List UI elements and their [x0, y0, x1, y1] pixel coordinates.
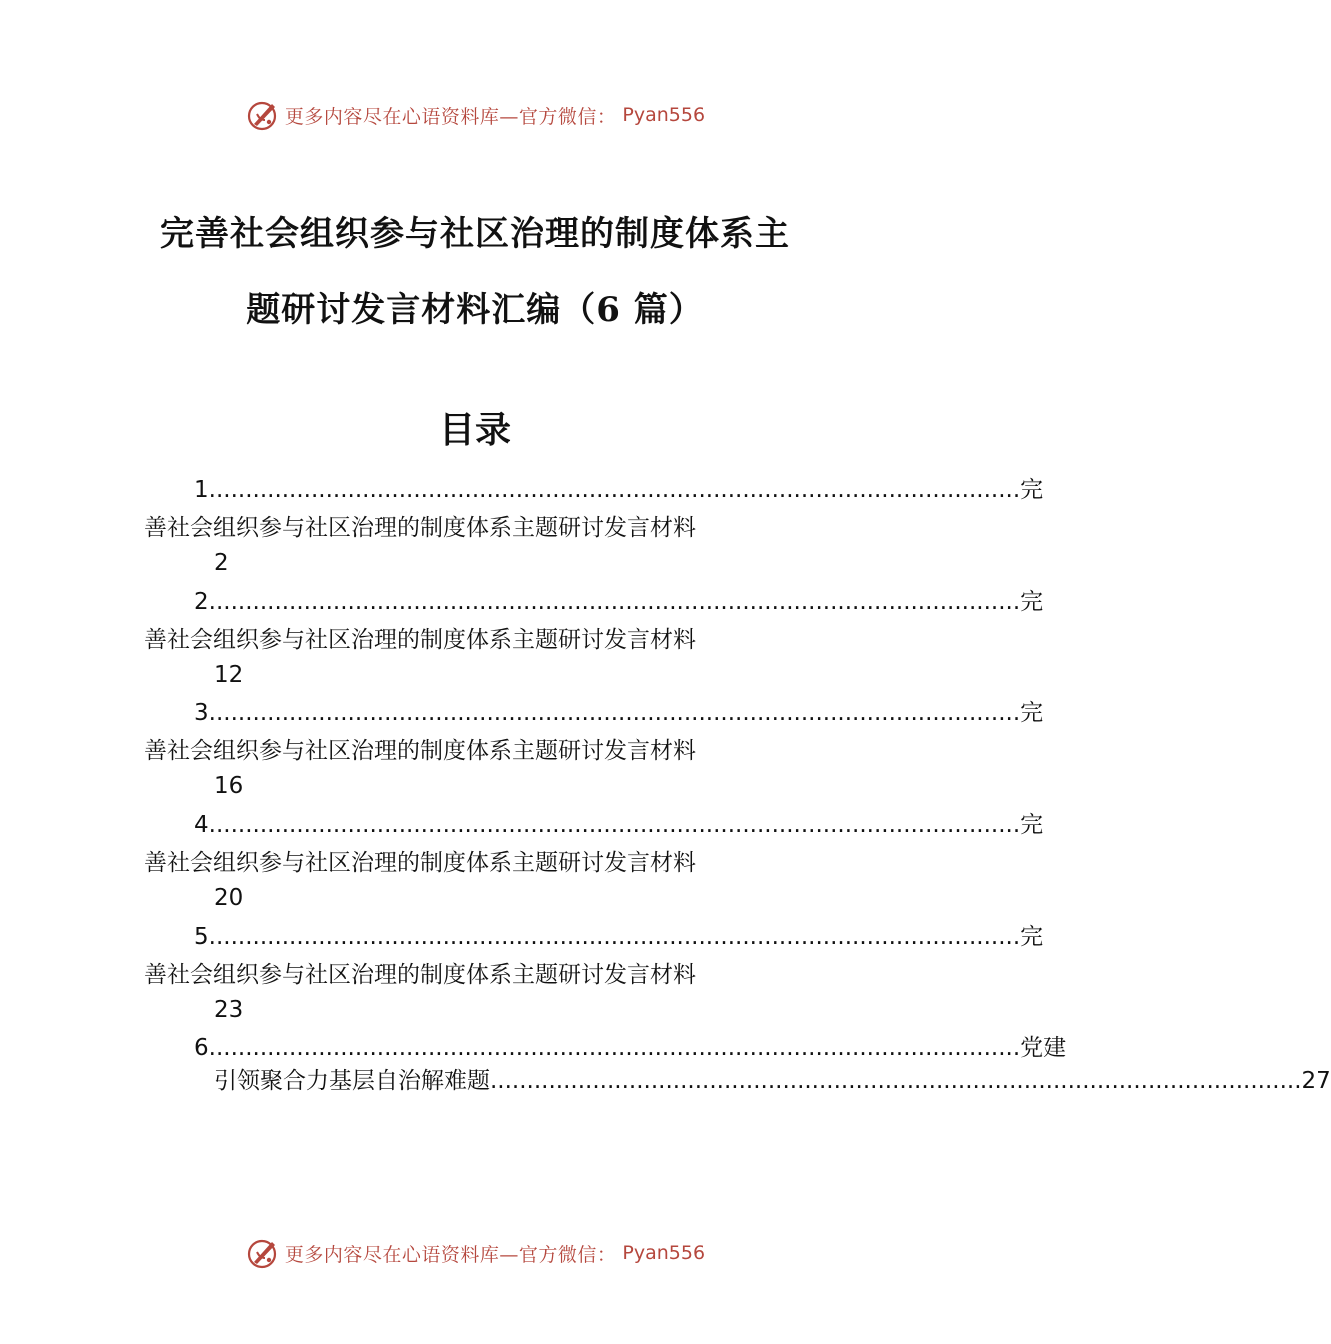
dot-leader: ............................................................................................................... — [490, 1068, 1302, 1094]
toc-heading: 目录 — [438, 409, 511, 451]
toc-entry-5-page: 23 — [214, 997, 244, 1023]
dot-leader: ............................................................................................................... — [208, 589, 1021, 615]
document-title-line1: 完善社会组织参与社区治理的制度体系主 — [160, 214, 790, 254]
toc-entry-number: 1 — [194, 477, 209, 503]
toc-entry-number: 3 — [194, 700, 209, 726]
toc-entry-6-title-line[interactable] — [214, 1066, 1331, 1096]
toc-entry-number: 5 — [194, 924, 209, 950]
toc-entry-number: 4 — [194, 812, 209, 838]
pen-seal-logo-icon — [245, 98, 279, 132]
dot-leader: ............................................................................................................... — [208, 700, 1021, 726]
dot-leader: ............................................................................................................... — [208, 924, 1021, 950]
dot-leader: ............................................................................................................... — [208, 477, 1021, 503]
toc-entry-2-page: 12 — [214, 662, 244, 688]
toc-entry-1-page: 2 — [214, 550, 229, 576]
header-wechat-id: Pyan556 — [622, 104, 706, 126]
toc-entry-number: 6 — [194, 1035, 209, 1061]
toc-entry-3-leader-line[interactable] — [194, 698, 1044, 728]
header-banner — [0, 95, 950, 135]
toc-entry-lead-char: 完 — [1020, 812, 1044, 838]
toc-entry-6-leader-line[interactable] — [194, 1033, 1067, 1063]
footer-wechat-id: Pyan556 — [622, 1242, 706, 1264]
toc-entry-5-title[interactable]: 善社会组织参与社区治理的制度体系主题研讨发言材料 — [144, 962, 696, 988]
toc-entry-5-leader-line[interactable] — [194, 922, 1044, 952]
toc-entry-3-title[interactable]: 善社会组织参与社区治理的制度体系主题研讨发言材料 — [144, 738, 696, 764]
toc-entry-lead-char: 完 — [1020, 477, 1044, 503]
toc-entry-lead-char: 党建 — [1020, 1035, 1067, 1061]
toc-entry-3-page: 16 — [214, 773, 244, 799]
pen-seal-logo-icon — [245, 1236, 279, 1270]
toc-entry-page: 27 — [1301, 1068, 1331, 1094]
dot-leader: ............................................................................................................... — [208, 812, 1021, 838]
toc-entry-1-leader-line[interactable] — [194, 475, 1044, 505]
toc-entry-lead-char: 完 — [1020, 924, 1044, 950]
toc-entry-number: 2 — [194, 589, 209, 615]
toc-entry-lead-char: 完 — [1020, 589, 1044, 615]
footer-banner-text: 更多内容尽在心语资料库—官方微信： — [284, 1243, 617, 1266]
toc-entry-2-title[interactable]: 善社会组织参与社区治理的制度体系主题研讨发言材料 — [144, 627, 696, 653]
toc-entry-4-title[interactable]: 善社会组织参与社区治理的制度体系主题研讨发言材料 — [144, 850, 696, 876]
document-title-line2: 题研讨发言材料汇编（6 篇） — [246, 290, 704, 330]
toc-entry-4-leader-line[interactable] — [194, 810, 1044, 840]
toc-entry-2-leader-line[interactable] — [194, 587, 1044, 617]
toc-entry-4-page: 20 — [214, 885, 244, 911]
header-banner-text: 更多内容尽在心语资料库—官方微信： — [284, 105, 617, 128]
toc-entry-1-title[interactable]: 善社会组织参与社区治理的制度体系主题研讨发言材料 — [144, 515, 696, 541]
dot-leader: ............................................................................................................... — [208, 1035, 1021, 1061]
toc-entry-title: 引领聚合力基层自治解难题 — [214, 1068, 490, 1094]
toc-entry-lead-char: 完 — [1020, 700, 1044, 726]
footer-banner — [0, 1233, 950, 1273]
